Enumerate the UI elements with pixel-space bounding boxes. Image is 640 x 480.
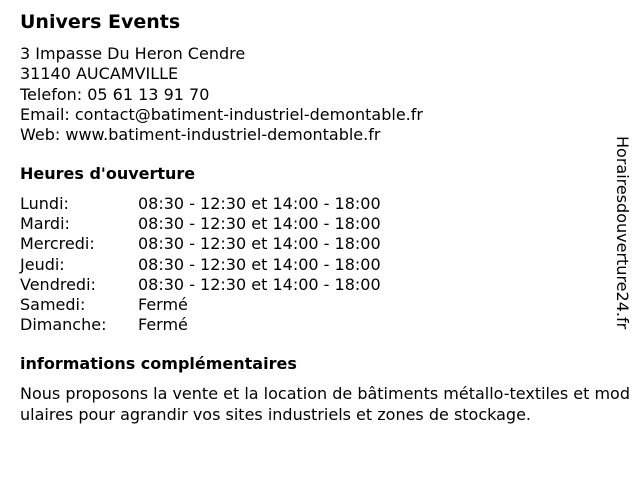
time-value: Fermé xyxy=(138,294,188,314)
time-value: 08:30 - 12:30 et 14:00 - 18:00 xyxy=(138,214,381,234)
address-line-2: 31140 AUCAMVILLE xyxy=(20,64,179,84)
day-label: Mercredi: xyxy=(20,234,95,254)
address-line-1: 3 Impasse Du Heron Cendre xyxy=(20,44,246,63)
day-label: Dimanche: xyxy=(20,315,107,335)
info-description: Nous proposons la vente et la location de bâtiments métallo-textiles et modulaires pour agrandir vos sites industriels et zones de stockage. xyxy=(20,384,630,424)
time-value: 08:30 - 12:30 et 14:00 - 18:00 xyxy=(138,254,381,274)
email-line: Email: contact@batiment-industriel-demontable.fr xyxy=(20,104,423,124)
time-value: 08:30 - 12:30 et 14:00 - 18:00 xyxy=(138,194,381,213)
day-label: Jeudi: xyxy=(20,254,65,274)
day-label: Lundi: xyxy=(20,194,69,213)
contact-block xyxy=(20,44,423,145)
web-line: Web: www.batiment-industriel-demontable.fr xyxy=(20,125,381,145)
side-brand-watermark: Horairesdouverture24.fr xyxy=(613,136,632,330)
time-value: 08:30 - 12:30 et 14:00 - 18:00 xyxy=(138,274,381,294)
day-label: Samedi: xyxy=(20,294,86,314)
day-label: Vendredi: xyxy=(20,274,96,294)
time-value: 08:30 - 12:30 et 14:00 - 18:00 xyxy=(138,234,381,254)
hours-heading: Heures d'ouverture xyxy=(20,164,196,183)
phone-line: Telefon: 05 61 13 91 70 xyxy=(20,84,210,104)
business-name: Univers Events xyxy=(20,11,181,33)
info-heading: informations complémentaires xyxy=(20,354,297,373)
day-label: Mardi: xyxy=(20,214,70,234)
time-value: Fermé xyxy=(138,315,188,335)
